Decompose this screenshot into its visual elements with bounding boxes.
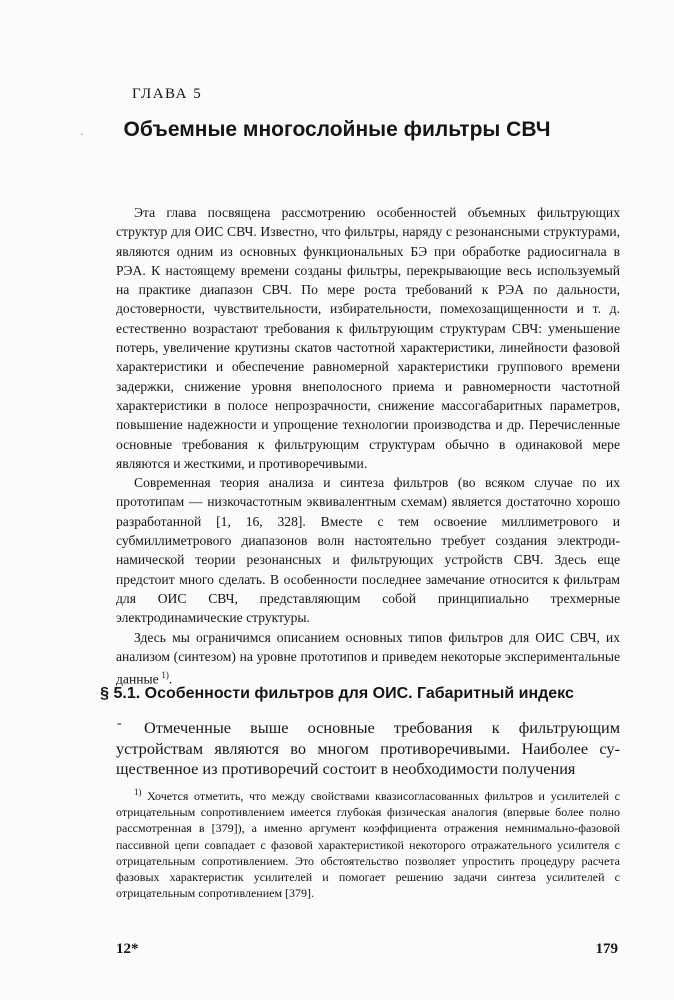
chapter-intro: [116, 203, 620, 689]
footnote-marker: 1): [134, 787, 142, 797]
paragraph-1: Эта глава посвящена рассмотрению особенностей объемных фильтрующих структур для ОИС СВЧ. Известно, что фильтры, наряду с резонансными структурами, являются одним из основных функциональных БЭ при обработке радиосигнала в РЭА. К настоящему времени созданы фильтры, перекрывающие весь используемый на практике диапазон СВЧ. По мере роста требований к РЭА по дальности, достоверности, чувствительности, избирательности, помехозащищенности и т. д. естественно возрастают требования к фильтрующим структурам СВЧ: уменьшение потерь, увеличение крутизны скатов частотной характеристики, линейности фазовой характеристики и обеспечение равномерной характеристики группового времени задержки, снижение уровня внеполосного приема и равномерности частотной характеристики в полосе непрозрачности, снижение массогабаритных параметров, повышение надежности и упрощение технологии производства и др. Перечисленные основные требования к фильтрующим структурам обычно в одинаковой мере являются и жесткими, и противоречивыми.: [116, 205, 620, 471]
chapter-title: Объемные многослойные фильтры СВЧ: [123, 118, 551, 141]
section-heading: § 5.1. Особенности фильтров для ОИС. Габаритный индекс: [100, 685, 574, 702]
signature-mark: 12*: [116, 941, 139, 957]
page-number: 179: [595, 941, 618, 957]
paragraph-2: Современная теория анализа и синтеза фильтров (во всяком случае по их прототипам — низкочастотным эквивалентным схемам) является достаточно хорошо разработанной [1, 16, 328]. Вместе с тем освоение миллиметрового и субмиллиметрового диапазонов волн настоятельно требует создания электродинамической теории резонансных и фильтрующих устройств СВЧ. Здесь еще предстоит много сделать. В особенности последнее замечание относится к фильтрам для ОИС СВЧ, представляющим собой принципиально трехмерные электродинамические структуры.: [116, 475, 620, 626]
footnote-paragraph: [116, 784, 620, 901]
margin-tick: ‐: [117, 716, 122, 731]
margin-dot: ·: [80, 127, 84, 141]
section-lead-paragraph: Отмеченные выше основные требования к фильтрующим устройствам являются во многом противоречивыми. Наиболее существенное из противоречий состоит в необходимости получения: [116, 718, 620, 778]
paragraph-3: [116, 628, 620, 689]
footnote-reference: 1): [161, 670, 169, 681]
section-lead: [116, 718, 620, 780]
chapter-label: ГЛАВА 5: [132, 86, 203, 102]
paragraph-3-end: .: [168, 671, 173, 687]
footnote: [116, 784, 620, 901]
footnote-text: Хочется отметить, что между свойствами квазисогласованных фильтров и усилителей с отрицательным сопротивлением имеется глубокая физическая аналогия (впервые более полно рассмотренная в [379]), а именно аргумент коэффициента отражения немнимально-фазовой пассивной цепи совпадает с фазовой характеристикой некоторого отражательного усилителя с отрицательным сопротивлением. Это обстоятельство позволяет упростить процедуру расчета фазовых характеристик усилителей и помогает решению задачи синтеза усилителей с отрицательным сопротивлением [379].: [116, 789, 620, 901]
paragraph-3-text: Здесь мы ограничимся описанием основных типов фильтров для ОИС СВЧ, их анализом (синтезом) на уровне прототипов и приведем некоторые экспериментальные данные: [116, 629, 620, 687]
